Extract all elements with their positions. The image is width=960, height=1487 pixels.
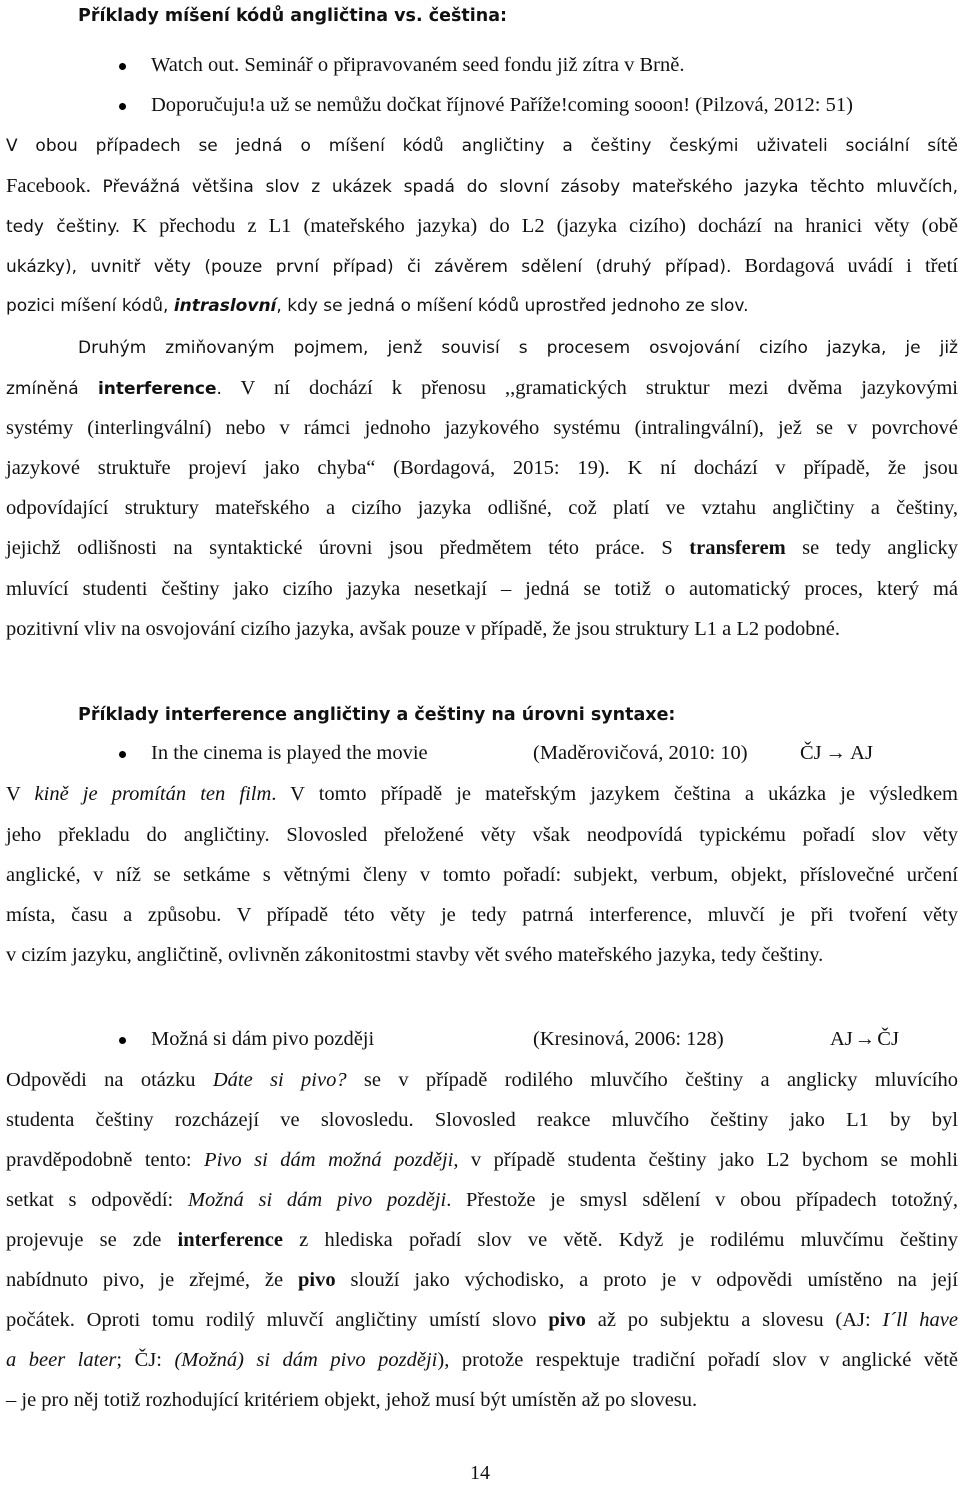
list-item: Doporučuju!a už se nemůžu dočkat říjnové Paříže!coming sooon! (Pilzová, 2012: 51) [151, 94, 853, 116]
paragraph-line: a beer later; ČJ: (Možná) si dám pivo později), protože respektuje tradiční pořadí slov v anglické větě [6, 1349, 958, 1371]
example-sentence: Možná si dám pivo později [151, 1028, 375, 1050]
paragraph-line: projevuje se zde interference z hlediska pořadí slov ve větě. Když je rodilému mluvčímu češtiny [6, 1229, 958, 1251]
paragraph-line: jejichž odlišnosti na syntaktické úrovni jsou předmětem této práce. S transferem se tedy anglicky [6, 537, 959, 559]
paragraph-line: počátek. Oproti tomu rodilý mluvčí angličtiny umístí slovo pivo až po subjektu a slovesu (AJ: I´ll have [6, 1309, 958, 1331]
bullet-icon [119, 1037, 126, 1044]
bullet-icon [119, 63, 126, 70]
paragraph-line: anglické, v níž se setkáme s větnými členy v tomto pořadí: subjekt, verbum, objekt, příslovečné určení [6, 864, 958, 886]
example-text: Možná si dám pivo později [187, 1189, 447, 1211]
example-text: (Možná) si dám pivo později [174, 1349, 438, 1371]
example-text: Dáte si pivo? [212, 1069, 347, 1091]
emphasis-term: interference [177, 1229, 283, 1251]
paragraph-line: Odpovědi na otázku Dáte si pivo? se v případě rodilého mluvčího češtiny a anglicky mluvícího [6, 1069, 958, 1091]
paragraph-line: systémy (interlingvální) nebo v rámci jednoho jazykového systému (intralingvální), jež se v povrchové [6, 417, 958, 439]
paragraph-line: jeho překladu do angličtiny. Slovosled přeložené věty však neodpovídá typickému pořadí slov věty [6, 824, 958, 846]
paragraph-line: pravděpodobně tento: Pivo si dám možná později, v případě studenta češtiny jako L2 bychom se mohli [6, 1149, 958, 1171]
language-direction: ČJ → AJ [800, 742, 873, 764]
paragraph-line: V obou případech se jedná o míšení kódů angličtiny a češtiny českými uživateli sociální sítě [6, 136, 958, 156]
paragraph-line: místa, času a způsobu. V případě této věty je tedy patrná interference, mluvčí je při tvoření věty [6, 904, 958, 926]
example-text: Pivo si dám možná později [204, 1149, 454, 1171]
paragraph-line: mluvící studenti češtiny jako cizího jazyka nesetkají – jedná se totiž o automatický proces, který má [6, 578, 958, 600]
paragraph-line: V kině je promítán ten film. V tomto případě je mateřským jazykem čeština a ukázka je výsledkem [6, 783, 958, 805]
section-heading: Příklady míšení kódů angličtina vs. čeština: [78, 6, 508, 26]
bullet-icon [119, 751, 126, 758]
paragraph-line: pozici míšení kódů, intraslovní, kdy se jedná o míšení kódů uprostřed jednoho ze slov. [6, 296, 749, 316]
example-source: (Kresinová, 2006: 128) [533, 1028, 724, 1050]
paragraph-line: jazykové struktuře projeví jako chyba“ (Bordagová, 2015: 19). K ní dochází v případě, že jsou [6, 457, 958, 479]
paragraph-line: – je pro něj totiž rozhodující kritériem objekt, jehož musí být umístěn až po slovesu. [6, 1389, 698, 1411]
page-number: 14 [470, 1462, 490, 1484]
example-text: I´ll have [882, 1309, 958, 1331]
list-item: Watch out. Seminář o připravovaném seed fondu již zítra v Brně. [151, 54, 685, 76]
section-heading: Příklady interference angličtiny a češtiny na úrovni syntaxe: [78, 705, 676, 725]
arrow-icon: → [825, 742, 847, 764]
paragraph-line: pozitivní vliv na osvojování cizího jazyka, avšak pouze v případě, že jsou struktury L1 a L2 podobné. [6, 618, 841, 640]
paragraph-line: setkat s odpovědí: Možná si dám pivo později. Přestože je smysl sdělení v obou případech totožný, [6, 1189, 959, 1211]
language-direction: AJ→ČJ [830, 1028, 899, 1050]
paragraph-line: v cizím jazyku, angličtině, ovlivněn zákonitostmi stavby vět svého mateřského jazyka, tedy češtiny. [6, 944, 824, 966]
emphasis-term: transferem [689, 537, 786, 559]
arrow-icon: → [854, 1028, 876, 1050]
example-sentence: In the cinema is played the movie [151, 742, 428, 764]
paragraph-line: odpovídající struktury mateřského a cizího jazyka odlišné, což platí ve vztahu angličtiny a češtiny, [6, 497, 958, 519]
paragraph-line: tedy češtiny. K přechodu z L1 (mateřského jazyka) do L2 (jazyka cizího) dochází na hranici věty (obě [6, 215, 958, 237]
paragraph-line: nabídnuto pivo, je zřejmé, že pivo slouží jako východisko, a proto je v odpovědi umístěno na její [6, 1269, 958, 1291]
example-text: kině je promítán ten film [34, 783, 272, 805]
paragraph-line: zmíněná interference. V ní dochází k přenosu ,,gramatických struktur mezi dvěma jazykovými [6, 377, 958, 399]
paragraph-line: ukázky), uvnitř věty (pouze první případ) či závěrem sdělení (druhý případ). Bordagová uvádí i třetí [6, 255, 958, 277]
example-source: (Maděrovičová, 2010: 10) [533, 742, 748, 764]
paragraph-line: Facebook. Převážná většina slov z ukázek spadá do slovní zásoby mateřského jazyka těchto mluvčích, [6, 175, 958, 197]
bullet-icon [119, 103, 126, 110]
emphasis-term: intraslovní [173, 296, 277, 316]
emphasis-term: interference [97, 379, 217, 399]
example-text: a beer later [6, 1349, 117, 1371]
emphasis-term: pivo [548, 1309, 586, 1331]
emphasis-term: pivo [298, 1269, 336, 1291]
paragraph-line: studenta češtiny rozcházejí ve slovosledu. Slovosled reakce mluvčího češtiny jako L1 by byl [6, 1109, 958, 1131]
paragraph-line: Druhým zmiňovaným pojmem, jenž souvisí s procesem osvojování cizího jazyka, je již [78, 338, 958, 358]
